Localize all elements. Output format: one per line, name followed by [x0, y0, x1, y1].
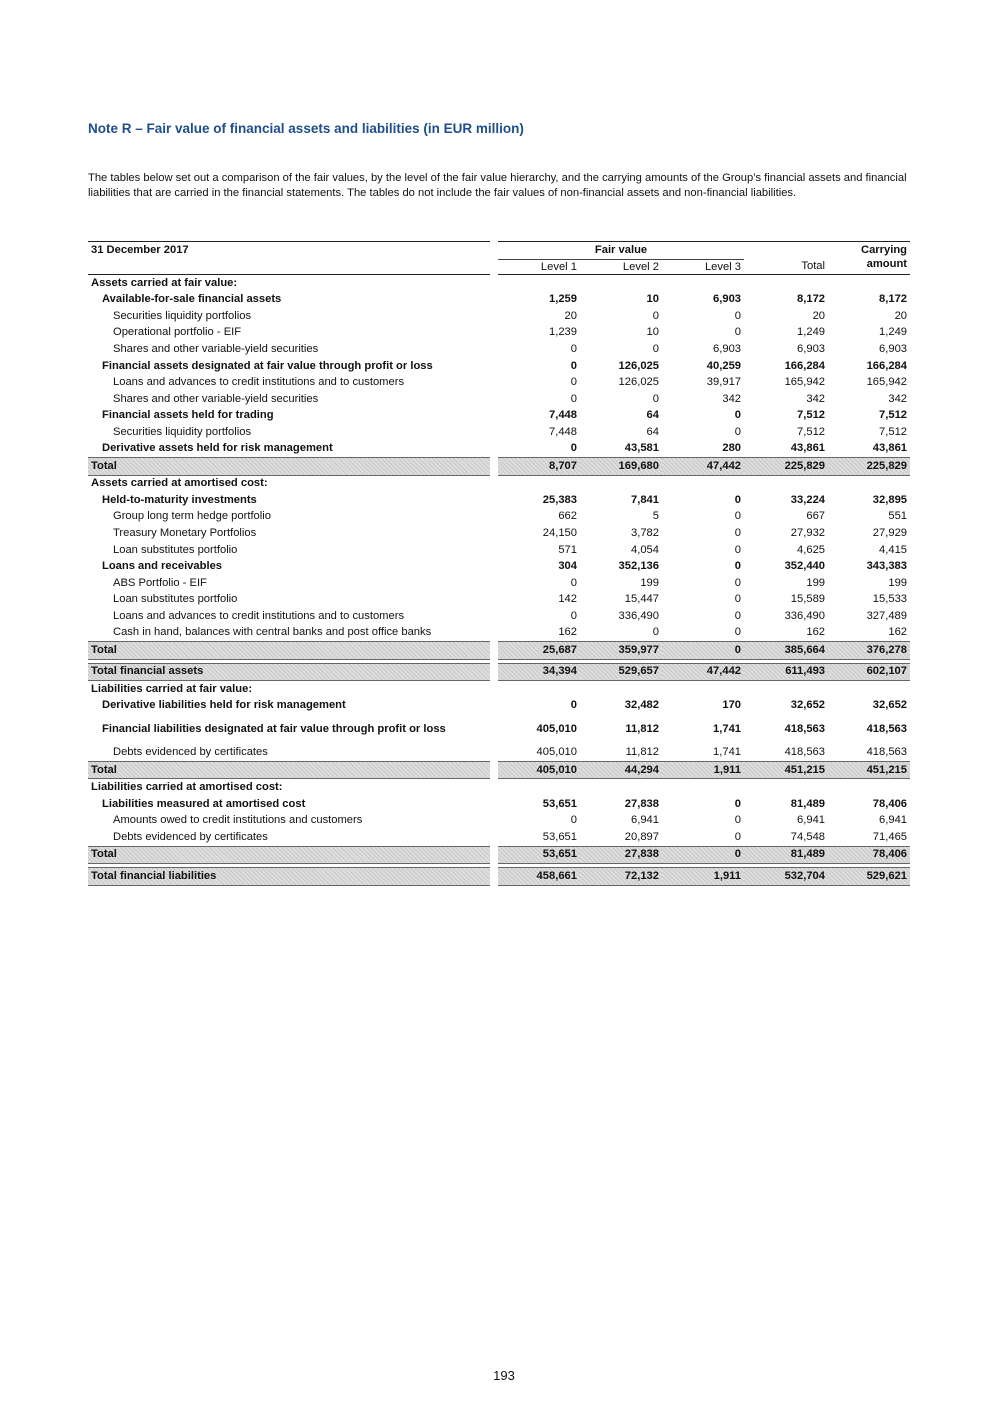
- level3-value: 0: [734, 814, 742, 827]
- level1-value: 0: [570, 359, 577, 372]
- total-value: 199: [806, 576, 826, 589]
- row-label: Loans and receivables: [102, 560, 223, 573]
- table-row: [88, 407, 910, 424]
- level2-value: 72,132: [580, 868, 662, 886]
- table-row: [88, 542, 910, 559]
- total-value: 6,941: [797, 814, 826, 827]
- level3-value: 47,442: [662, 458, 744, 476]
- total-value: 7,512: [797, 425, 826, 438]
- level1-value: 25,383: [542, 493, 577, 506]
- level3-value: [662, 779, 744, 796]
- table-row: [88, 341, 910, 358]
- level3-value: 6,903: [713, 342, 742, 355]
- table-row: [88, 525, 910, 542]
- total-value: 74,548: [790, 830, 826, 843]
- row-label: Total financial assets: [88, 663, 490, 681]
- total-row: [88, 663, 910, 681]
- level3-value: 0: [734, 593, 742, 606]
- page-number: 193: [493, 1368, 515, 1383]
- level2-value: 7,841: [631, 493, 659, 506]
- level3-value: [662, 275, 744, 292]
- carrying-amount-value: 8,172: [879, 293, 908, 306]
- total-value: 4,625: [797, 543, 826, 556]
- level1-value: 0: [570, 442, 577, 455]
- note-title: Note R – Fair value of financial assets and liabilities (in EUR million): [88, 121, 524, 136]
- level1-value: 53,651: [542, 830, 577, 843]
- table-row: [88, 608, 910, 625]
- level2-value: 0: [652, 392, 659, 405]
- carrying-amount-value: 451,215: [828, 761, 910, 779]
- table-row: [88, 440, 910, 457]
- row-label: Securities liquidity portfolios: [113, 309, 252, 322]
- section-row: [88, 779, 910, 796]
- total-row: [88, 846, 910, 864]
- table-row: [88, 829, 910, 846]
- total-value: 342: [806, 392, 826, 405]
- total-value: 385,664: [744, 642, 828, 660]
- fair-value-table: [88, 241, 910, 886]
- row-label: Liabilities measured at amortised cost: [102, 797, 306, 810]
- total-value: 6,903: [797, 342, 826, 355]
- table-body: [88, 275, 910, 886]
- table-row: [88, 391, 910, 408]
- level3-value: 0: [662, 642, 744, 660]
- table-row: [88, 492, 910, 509]
- level2-value: 15,447: [624, 593, 659, 606]
- level2-value: 43,581: [624, 442, 659, 455]
- intro-paragraph: The tables below set out a comparison of the fair values, by the level of the fair value hierarchy, and the carrying amounts of the Group’s financial assets and financial liabilities that are carried in the financial statements. The tables do not include the fair values of non-financial assets and non-financial liabilities.: [88, 172, 907, 199]
- level1-value: 53,651: [542, 797, 577, 810]
- carrying-amount-value: 27,929: [872, 526, 908, 539]
- level3-value: 0: [734, 609, 742, 622]
- level2-value: 0: [652, 309, 659, 322]
- level3-value: 1,911: [662, 868, 744, 886]
- table-header-row-2: [88, 260, 910, 275]
- table-row: [88, 698, 910, 715]
- level2-value: 6,941: [631, 814, 659, 827]
- total-value: 166,284: [784, 359, 826, 372]
- carrying-amount-header: Carrying amount: [828, 242, 910, 275]
- row-label: Treasury Monetary Portfolios: [113, 526, 257, 539]
- level2-value: 10: [646, 293, 659, 306]
- row-label: Shares and other variable-yield securities: [113, 392, 319, 405]
- row-label: Cash in hand, balances with central banks and post office banks: [113, 626, 432, 639]
- level1-value: 1,259: [549, 293, 577, 306]
- level2-value: 352,136: [618, 560, 659, 573]
- total-value: [744, 681, 828, 698]
- carrying-amount-value: 376,278: [828, 642, 910, 660]
- level2-value: 32,482: [624, 699, 659, 712]
- row-label: Assets carried at amortised cost:: [91, 477, 268, 490]
- level3-value: 0: [734, 326, 742, 339]
- carrying-amount-value: 78,406: [872, 797, 908, 810]
- level1-value: 20: [564, 309, 577, 322]
- row-label: Loan substitutes portfolio: [113, 543, 238, 556]
- level2-value: 0: [652, 342, 659, 355]
- carrying-amount-value: 7,512: [879, 409, 908, 422]
- row-label: Financial liabilities designated at fair value through profit or loss: [102, 722, 446, 735]
- total-value: 336,490: [784, 609, 826, 622]
- level1-value: 405,010: [536, 722, 577, 735]
- level2-value: 126,025: [618, 376, 659, 389]
- level3-value: 342: [722, 392, 742, 405]
- level3-value: 0: [734, 409, 742, 422]
- level2-value: [580, 275, 662, 292]
- total-value: [744, 779, 828, 796]
- total-value: 7,512: [797, 409, 826, 422]
- carrying-amount-value: 32,895: [872, 493, 908, 506]
- level2-value: 359,977: [580, 642, 662, 660]
- level1-value: 304: [558, 560, 577, 573]
- level2-value: 27,838: [624, 797, 659, 810]
- level1-value: 0: [570, 609, 577, 622]
- level2-value: 0: [652, 626, 659, 639]
- table-row: [88, 374, 910, 391]
- table-row: [88, 575, 910, 592]
- total-value: 81,489: [790, 797, 826, 810]
- level2-value: 44,294: [580, 761, 662, 779]
- total-value: 1,249: [797, 326, 826, 339]
- level3-value: 0: [662, 846, 744, 864]
- level1-value: 405,010: [498, 761, 580, 779]
- level1-value: 405,010: [536, 745, 577, 758]
- table-row: [88, 325, 910, 342]
- level2-value: 64: [646, 425, 659, 438]
- total-value: 15,589: [790, 593, 826, 606]
- level3-value: 0: [734, 425, 742, 438]
- carrying-amount-value: 71,465: [872, 830, 908, 843]
- total-value: 225,829: [744, 458, 828, 476]
- level3-value: 280: [722, 442, 742, 455]
- table-row: [88, 292, 910, 309]
- table-row: [88, 796, 910, 813]
- total-value: 20: [812, 309, 826, 322]
- level2-value: 336,490: [618, 609, 659, 622]
- carrying-amount-value: 1,249: [879, 326, 908, 339]
- level2-header: Level 2: [580, 260, 662, 275]
- table-row: [88, 624, 910, 641]
- level3-value: 0: [734, 493, 742, 506]
- carrying-amount-value: 225,829: [828, 458, 910, 476]
- carrying-amount-value: [828, 779, 910, 796]
- level1-value: 571: [558, 543, 577, 556]
- level1-value: [498, 475, 580, 492]
- carrying-amount-value: 78,406: [828, 846, 910, 864]
- total-value: 27,932: [790, 526, 826, 539]
- row-label: Total financial liabilities: [88, 868, 490, 886]
- level2-value: [580, 475, 662, 492]
- level1-header: Level 1: [498, 260, 580, 275]
- carrying-amount-value: 15,533: [872, 593, 908, 606]
- carrying-amount-value: 343,383: [866, 560, 908, 573]
- total-value: 667: [806, 510, 826, 523]
- section-row: [88, 681, 910, 698]
- carrying-amount-value: 418,563: [866, 745, 908, 758]
- total-value: 352,440: [784, 560, 826, 573]
- total-row: [88, 868, 910, 886]
- table-row: [88, 744, 910, 761]
- level1-value: [498, 779, 580, 796]
- row-label: Available-for-sale financial assets: [102, 293, 282, 306]
- level1-value: 8,707: [498, 458, 580, 476]
- carrying-amount-value: [828, 681, 910, 698]
- level2-value: 64: [646, 409, 659, 422]
- total-value: 43,861: [790, 442, 826, 455]
- level1-value: 0: [570, 699, 577, 712]
- level1-value: 7,448: [549, 425, 577, 438]
- level3-header: Level 3: [662, 260, 744, 275]
- level3-value: 1,741: [713, 745, 742, 758]
- level3-value: 0: [734, 830, 742, 843]
- total-value: [744, 475, 828, 492]
- total-value: 8,172: [797, 293, 826, 306]
- carrying-amount-value: 327,489: [866, 609, 908, 622]
- table-row: [88, 358, 910, 375]
- level1-value: 1,239: [549, 326, 577, 339]
- level3-value: 0: [734, 526, 742, 539]
- level1-value: 0: [570, 392, 577, 405]
- level3-value: [662, 475, 744, 492]
- total-value: 532,704: [744, 868, 828, 886]
- carrying-amount-value: 602,107: [828, 663, 910, 681]
- level1-value: 0: [570, 576, 577, 589]
- total-header: Total: [744, 260, 828, 275]
- level1-value: 458,661: [498, 868, 580, 886]
- carrying-amount-value: [828, 475, 910, 492]
- total-value: 81,489: [744, 846, 828, 864]
- section-row: [88, 475, 910, 492]
- row-label: Total: [88, 642, 490, 660]
- level2-value: 126,025: [618, 359, 659, 372]
- fair-value-header: Fair value: [498, 242, 744, 260]
- total-value: 611,493: [744, 663, 828, 681]
- level2-value: 3,782: [631, 526, 659, 539]
- level3-value: [662, 681, 744, 698]
- total-value: 418,563: [784, 745, 826, 758]
- level2-value: [580, 681, 662, 698]
- level2-value: 10: [646, 326, 659, 339]
- level1-value: [498, 275, 580, 292]
- carrying-amount-value: 32,652: [872, 699, 908, 712]
- total-row: [88, 761, 910, 779]
- level3-value: 40,259: [706, 359, 742, 372]
- total-value: [744, 275, 828, 292]
- level3-value: 47,442: [662, 663, 744, 681]
- section-row: [88, 275, 910, 292]
- level1-value: 662: [558, 510, 577, 523]
- total-row: [88, 642, 910, 660]
- row-label: Total: [88, 846, 490, 864]
- carrying-amount-value: 43,861: [872, 442, 908, 455]
- carrying-amount-value: 342: [888, 392, 908, 405]
- table-row: [88, 714, 910, 744]
- carrying-amount-value: 529,621: [828, 868, 910, 886]
- row-label: Loans and advances to credit institutions and to customers: [113, 609, 405, 622]
- level1-value: 0: [570, 376, 577, 389]
- row-label: Derivative assets held for risk management: [102, 442, 333, 455]
- level2-value: 199: [640, 576, 659, 589]
- row-label: Debts evidenced by certificates: [113, 745, 268, 758]
- level2-value: 529,657: [580, 663, 662, 681]
- carrying-amount-value: 165,942: [866, 376, 908, 389]
- level1-value: 34,394: [498, 663, 580, 681]
- level3-value: 0: [734, 626, 742, 639]
- level3-value: 0: [734, 560, 742, 573]
- table-row: [88, 558, 910, 575]
- carrying-amount-value: 199: [888, 576, 908, 589]
- carrying-amount-value: [828, 275, 910, 292]
- table-date-header: 31 December 2017: [88, 242, 490, 260]
- table-header-row-1: [88, 242, 910, 260]
- level2-value: 11,812: [625, 745, 659, 758]
- row-label: Held-to-maturity investments: [102, 493, 257, 506]
- total-value: 418,563: [784, 722, 826, 735]
- level3-value: 1,741: [713, 722, 742, 735]
- row-label: Debts evidenced by certificates: [113, 830, 268, 843]
- table-row: [88, 308, 910, 325]
- level1-value: 25,687: [498, 642, 580, 660]
- row-label: Operational portfolio - EIF: [113, 326, 242, 339]
- level1-value: [498, 681, 580, 698]
- level2-value: 20,897: [624, 830, 659, 843]
- carrying-amount-value: 162: [888, 626, 908, 639]
- level2-value: [580, 779, 662, 796]
- row-label: Shares and other variable-yield securities: [113, 342, 319, 355]
- level1-value: 7,448: [549, 409, 577, 422]
- level1-value: 24,150: [542, 526, 577, 539]
- level1-value: 142: [558, 593, 577, 606]
- level2-value: 169,680: [580, 458, 662, 476]
- level3-value: 0: [734, 543, 742, 556]
- total-value: 165,942: [784, 376, 826, 389]
- level2-value: 5: [652, 510, 659, 523]
- level3-value: 0: [734, 797, 742, 810]
- level2-value: 4,054: [631, 543, 659, 556]
- carrying-amount-value: 166,284: [866, 359, 908, 372]
- table-row: [88, 591, 910, 608]
- row-label: Financial assets held for trading: [102, 409, 274, 422]
- row-label: Amounts owed to credit institutions and customers: [113, 814, 363, 827]
- total-row: [88, 458, 910, 476]
- row-label: Financial assets designated at fair value through profit or loss: [102, 359, 433, 372]
- table-row: [88, 812, 910, 829]
- row-label: ABS Portfolio - EIF: [113, 576, 207, 589]
- total-value: 451,215: [744, 761, 828, 779]
- level3-value: 0: [734, 576, 742, 589]
- carrying-amount-value: 7,512: [879, 425, 908, 438]
- row-label: Total: [88, 458, 490, 476]
- row-label: Derivative liabilities held for risk management: [102, 699, 346, 712]
- level1-value: 162: [558, 626, 577, 639]
- row-label: Total: [88, 761, 490, 779]
- total-value: 33,224: [790, 493, 826, 506]
- level2-value: 27,838: [580, 846, 662, 864]
- level1-value: 53,651: [498, 846, 580, 864]
- carrying-amount-value: 20: [894, 309, 908, 322]
- row-label: Liabilities carried at fair value:: [91, 682, 253, 695]
- table-row: [88, 509, 910, 526]
- level3-value: 0: [734, 309, 742, 322]
- level3-value: 39,917: [706, 376, 742, 389]
- level3-value: 1,911: [662, 761, 744, 779]
- table-row: [88, 424, 910, 441]
- row-label: Securities liquidity portfolios: [113, 425, 252, 438]
- level3-value: 0: [734, 510, 742, 523]
- total-value: 32,652: [790, 699, 826, 712]
- row-label: Liabilities carried at amortised cost:: [91, 781, 283, 794]
- carrying-amount-value: 6,903: [879, 342, 908, 355]
- row-label: Loan substitutes portfolio: [113, 593, 238, 606]
- level1-value: 0: [570, 814, 577, 827]
- row-label: Assets carried at fair value:: [91, 276, 238, 289]
- level3-value: 170: [722, 699, 742, 712]
- level1-value: 0: [570, 342, 577, 355]
- total-value: 162: [806, 626, 826, 639]
- carrying-amount-value: 4,415: [879, 543, 908, 556]
- carrying-amount-value: 6,941: [879, 814, 908, 827]
- level3-value: 6,903: [713, 293, 742, 306]
- row-label: Group long term hedge portfolio: [113, 510, 271, 523]
- carrying-amount-value: 551: [888, 510, 908, 523]
- row-label: Loans and advances to credit institutions and to customers: [113, 376, 405, 389]
- level2-value: 11,812: [625, 722, 659, 735]
- carrying-amount-value: 418,563: [866, 722, 908, 735]
